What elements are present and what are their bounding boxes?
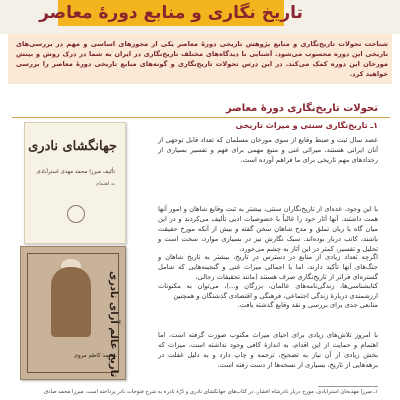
- paragraph-2: با این وجود، عده‌ای از تاریخ‌نگاران سنتی، بیشتر به ثبت وقایع شاهان و امور آنها همت داشتند. آنها آثار خود را غالباً با خصوصیات ادبی تألیف می‌کردند و در این میان گاه با زبان تملق و مدح شاهان سخن گفته و بیش از آنکه مورخ حقیقت باشند، کاتب دربار بوده‌اند. سبک نگارش نیز در بسیاری موارد، سخت است و تحلیل و تفسیر، کمتر در این آثار به چشم می‌خورد.: [158, 205, 378, 254]
- book1-line: به اهتمام: [96, 181, 115, 187]
- footnote: ۱ـ میرزا مهدیخان استرآبادی، مورخ دربار نادرشاه افشار، در کتاب‌های جهانگشای نادری و دُرّهٔ نادره به شرح فتوحات نادر پرداخته است. میرزا محمد صادق: [44, 389, 378, 395]
- section-heading: تحولات تاریخ‌نگاری دورهٔ معاصر: [225, 103, 378, 114]
- paragraph-4: کتابشناسی‌ها، زندگی‌نامه‌های عالمان، بزرگان و...)، می‌توان به مکنونات ارزشمندی دربارهٔ زندگی اجتماعی، فرهنگی و اقتصادی گذشتگان و همچنین: [158, 282, 378, 301]
- book1-title: جهانگشای نادری: [28, 139, 117, 154]
- page-title: تاریخ نگاری و منابع دورهٔ معاصر: [39, 3, 303, 23]
- paragraph-3: اگرچه تعداد زیادی از منابع در دسترس در تاریخ، بیشتر به تاریخ شاهان و جنگ‌های آنها تأکید دارند، اما با اجمالی میراث غنی و گنجینه‌هایی که شامل گستره‌ای فراتر از تاریخ‌نگاری صرف هستند (مانند تحقیقات رجالی،: [158, 253, 378, 282]
- sub-heading: ۱ـ تاریخ‌نگاری سنتی و میراث تاریخی: [235, 121, 378, 130]
- publisher-logo-icon: [67, 205, 85, 223]
- paragraph-6: با امروز تلاش‌های زیادی برای احیای میراث مکتوب صورت گرفته است، اما اهتمام و حمایت از این اقدام، به اندازهٔ کافی وجود نداشته است. میراث که بخش زیادی از آن نیاز به تصحیح، ترجمه و چاپ دارد و به دلیل غفلت در برهه‌هایی از تاریخ، بسیاری از نسخه‌ها از دست رفته است.: [158, 331, 378, 370]
- footnote-divider: [318, 386, 378, 387]
- book2-title: تاریخ عالم آرای نادری: [108, 271, 119, 378]
- book2-author: محمد کاظم مروی: [73, 353, 115, 359]
- intro-text: شناخت تحولات تاریخ‌نگاری و منابع پژوهش تاریخی دورهٔ معاصر یکی از محورهای اساسی و مهم در بررسی‌های تاریخی این دوره محسوب می‌شود. آشنایی با دیدگاه‌های مختلف تاریخ‌نگاری در ایران به شما در درک روش و بینش مورخان این دوره کمک می‌کند. در این درس تحولات تاریخ‌نگاری و گونه‌های منابع تاریخی دورهٔ معاصر را بررسی خواهید کرد.: [16, 40, 388, 78]
- title-banner: [39, 0, 303, 26]
- book-cover-alamara: [20, 246, 126, 380]
- book1-subtitle: تألیف میرزا محمد مهدی استرآبادی: [36, 169, 115, 175]
- paragraph-5: منابعی جدی برای بررسی و نقد وقایع گذشته یافت.: [237, 301, 378, 309]
- paragraph-1: عصد سال ثبت و ضبط وقایع از سوی مورخان مسلمان که تعداد قابل توجهی از آنان ایرانی هستند، میراثی غنی و منبع مهمی برای فهم و تفسیر بسیاری از رخدادهای مهم تاریخی برای ما فراهم آورده است.: [158, 136, 378, 165]
- book-cover-jahangosha: [24, 122, 126, 244]
- section-divider: [12, 117, 390, 118]
- portrait-illustration: [51, 267, 91, 337]
